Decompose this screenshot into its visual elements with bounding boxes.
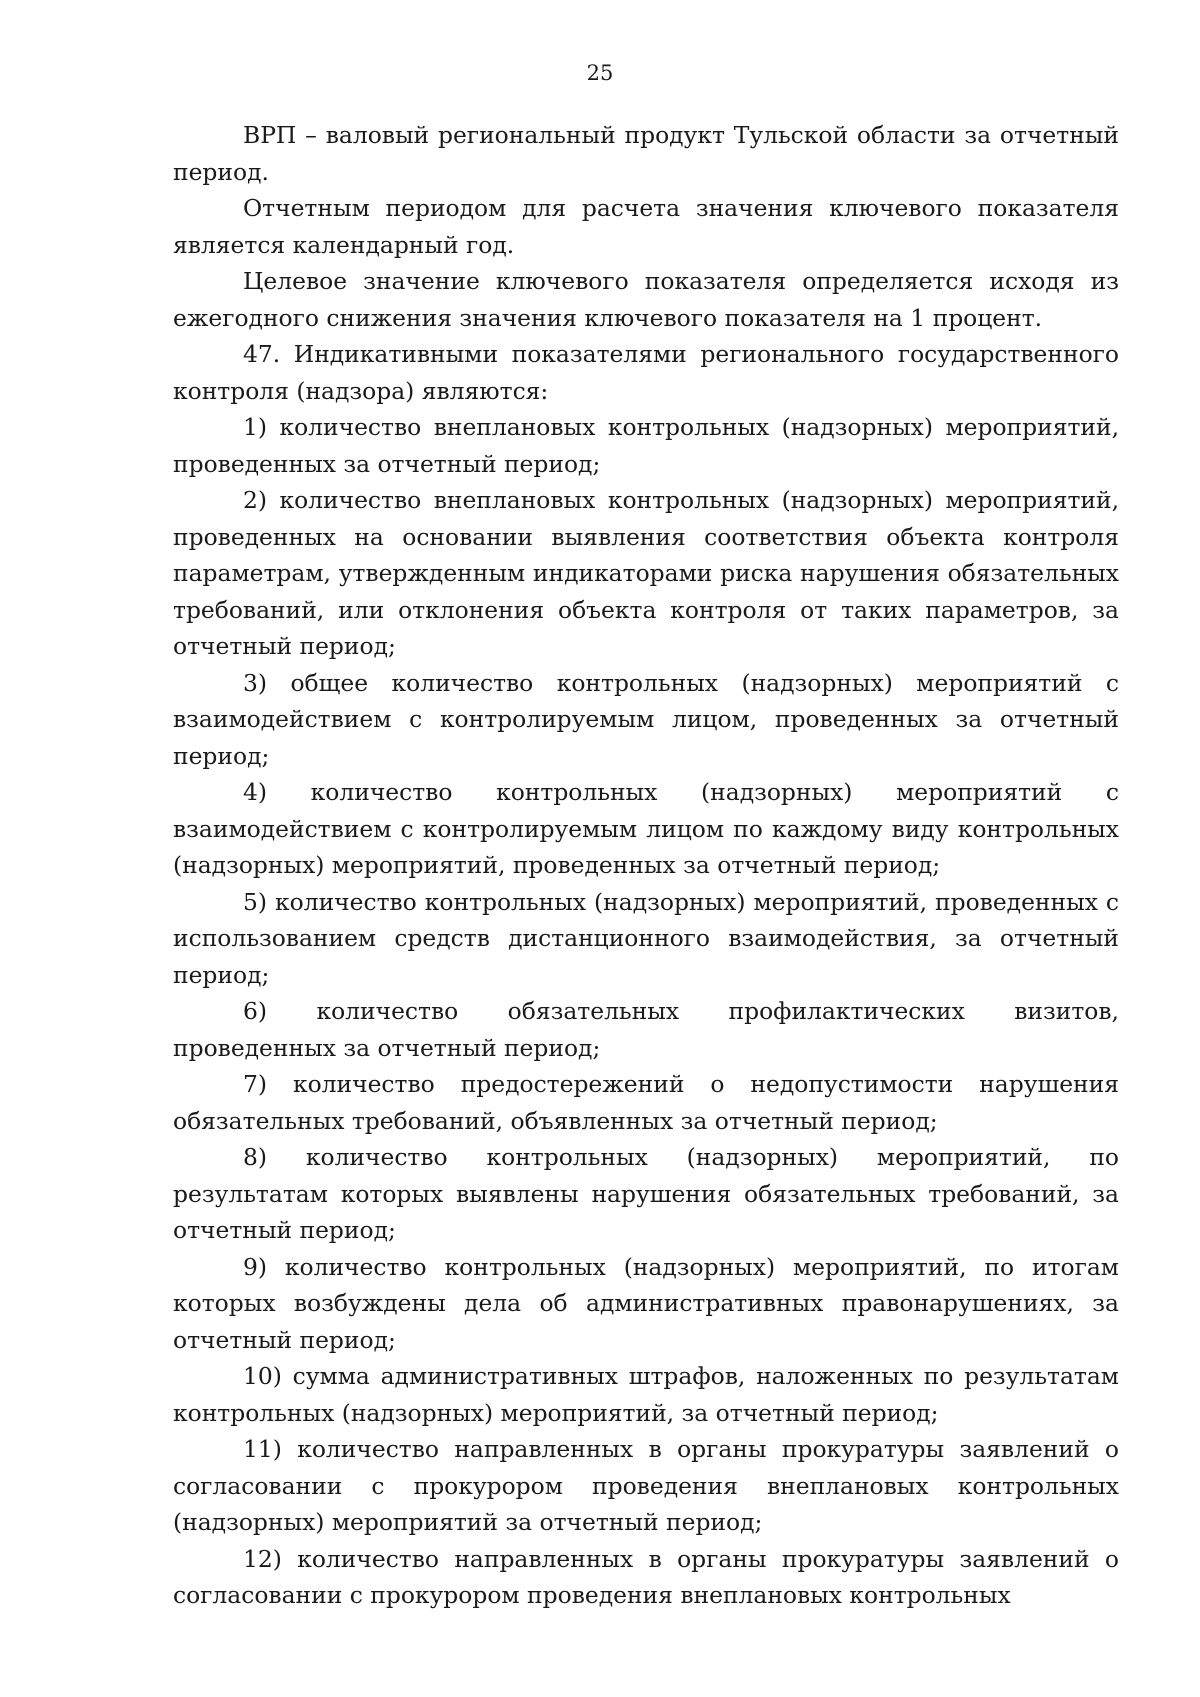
paragraph-reporting-period: Отчетным периодом для расчета значения ключевого показателя является календарный год. [173,194,1119,259]
list-item-7: 7) количество предостережений о недопустимости нарушения обязательных требований, объявленных за отчетный период; [173,1070,1119,1135]
list-item-10: 10) сумма административных штрафов, наложенных по результатам контрольных (надзорных) мероприятий, за отчетный период; [173,1362,1119,1427]
document-body [173,117,1119,1614]
list-item-8: 8) количество контрольных (надзорных) мероприятий, по результатам которых выявлены нарушения обязательных требований, за отчетный период; [173,1143,1119,1244]
paragraph-target-value: Целевое значение ключевого показателя определяется исходя из ежегодного снижения значения ключевого показателя на 1 процент. [173,267,1119,332]
list-item-5: 5) количество контрольных (надзорных) мероприятий, проведенных с использованием средств дистанционного взаимодействия, за отчетный период; [173,887,1119,989]
paragraph-clause-47: 47. Индикативными показателями регионального государственного контроля (надзора) являются: [173,340,1119,405]
page-number: 25 [586,61,614,85]
paragraph-vrp-definition: ВРП – валовый региональный продукт Тульской области за отчетный период. [173,121,1119,186]
list-item-11: 11) количество направленных в органы прокуратуры заявлений о согласовании с прокурором проведения внеплановых контрольных (надзорных) мероприятий за отчетный период; [173,1435,1119,1536]
list-item-1: 1) количество внеплановых контрольных (надзорных) мероприятий, проведенных за отчетный период; [173,413,1119,478]
list-item-2: 2) количество внеплановых контрольных (надзорных) мероприятий, проведенных на основании выявления соответствия объекта контроля параметрам, утвержденным индикаторами риска нарушения обязательных требований, или отклонения объекта контроля от таких параметров, за отчетный период; [173,486,1119,660]
list-item-6: 6) количество обязательных профилактических визитов, проведенных за отчетный период; [173,997,1119,1062]
list-item-4: 4) количество контрольных (надзорных) мероприятий с взаимодействием с контролируемым лицом по каждому виду контрольных (надзорных) мероприятий, проведенных за отчетный период; [173,778,1119,879]
list-item-3: 3) общее количество контрольных (надзорных) мероприятий с взаимодействием с контролируемым лицом, проведенных за отчетный период; [173,668,1119,770]
list-item-9: 9) количество контрольных (надзорных) мероприятий, по итогам которых возбуждены дела об административных правонарушениях, за отчетный период; [173,1252,1119,1354]
list-item-12: 12) количество направленных в органы прокуратуры заявлений о согласовании с прокурором проведения внеплановых контрольных [173,1544,1119,1609]
